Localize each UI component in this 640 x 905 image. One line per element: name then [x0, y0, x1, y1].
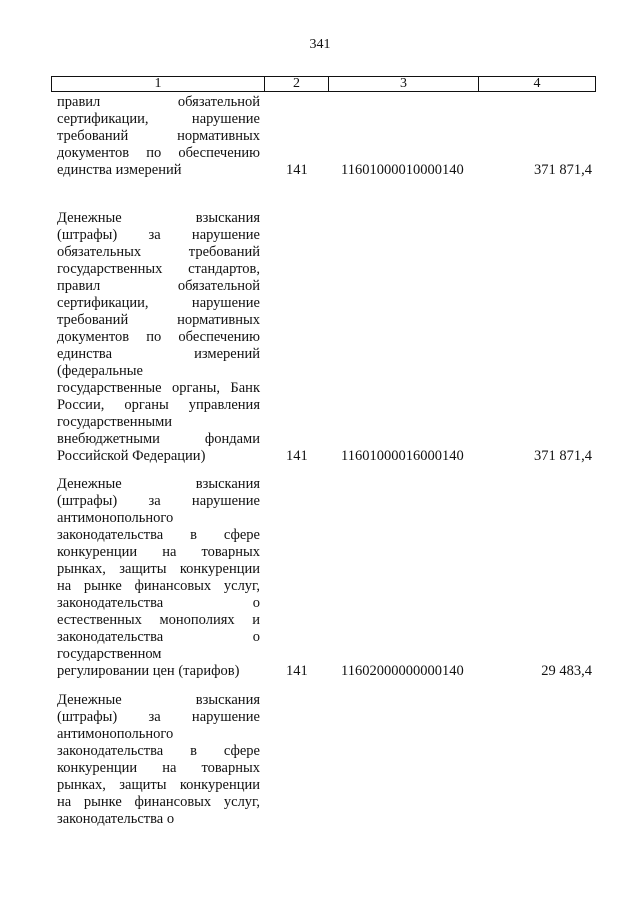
description-line: требований нормативных [57, 312, 260, 328]
description-line: конкуренции на товарных [57, 544, 260, 560]
row-kbk: 11601000016000140 [341, 448, 464, 464]
description-line: законодательства о [57, 811, 175, 827]
description-line: правил обязательной [57, 94, 260, 110]
description-line: естественных монополиях и [57, 612, 260, 628]
row-amount: 371 871,4 [534, 162, 592, 178]
row-amount: 371 871,4 [534, 448, 592, 464]
description-line: единства измерений [57, 162, 182, 178]
description-line: конкуренции на товарных [57, 760, 260, 776]
description-line: государственных стандартов, [57, 261, 260, 277]
header-col-1: 1 [52, 77, 265, 91]
row-kbk: 11602000000000140 [341, 663, 464, 679]
description-line: (федеральные [57, 363, 143, 379]
row-code: 141 [286, 162, 308, 178]
header-col-4: 4 [533, 76, 541, 91]
description-line: документов по обеспечению [57, 145, 260, 161]
row-kbk: 11601000010000140 [341, 162, 464, 178]
description-line: требований нормативных [57, 128, 260, 144]
row-code: 141 [286, 663, 308, 679]
description-line: России, органы управления [57, 397, 260, 413]
description-line: на рынке финансовых услуг, [57, 794, 260, 810]
description-line: рынках, защиты конкуренции [57, 777, 260, 793]
description-line: регулировании цен (тарифов) [57, 663, 240, 679]
description-line: Денежные взыскания [57, 476, 260, 492]
description-line: внебюджетными фондами [57, 431, 260, 447]
header-col-3: 3 [329, 77, 479, 91]
header-col-2: 2 [265, 77, 329, 91]
description-line: сертификации, нарушение [57, 295, 260, 311]
table-header-row [51, 76, 596, 92]
description-line: обязательных требований [57, 244, 260, 260]
description-line: законодательства о [57, 595, 260, 611]
row-amount: 29 483,4 [541, 663, 592, 679]
description-line: (штрафы) за нарушение [57, 227, 260, 243]
description-line: правил обязательной [57, 278, 260, 294]
row-description [57, 210, 260, 465]
description-line: (штрафы) за нарушение [57, 709, 260, 725]
description-line: государственными [57, 414, 173, 430]
row-description [57, 692, 260, 828]
description-line: (штрафы) за нарушение [57, 493, 260, 509]
description-line: антимонопольного [57, 510, 174, 526]
description-line: государственные органы, Банк [57, 380, 260, 396]
description-line: сертификации, нарушение [57, 111, 260, 127]
row-code: 141 [286, 448, 308, 464]
description-line: законодательства в сфере [57, 527, 260, 543]
description-line: государственном [57, 646, 162, 662]
description-line: документов по обеспечению [57, 329, 260, 345]
description-line: законодательства в сфере [57, 743, 260, 759]
description-line: законодательства о [57, 629, 260, 645]
description-line: рынках, защиты конкуренции [57, 561, 260, 577]
row-description [57, 476, 260, 680]
page-number: 341 [309, 37, 331, 52]
description-line: антимонопольного [57, 726, 174, 742]
description-line: единства измерений [57, 346, 260, 362]
row-description [57, 94, 260, 179]
description-line: Российской Федерации) [57, 448, 206, 464]
description-line: на рынке финансовых услуг, [57, 578, 260, 594]
description-line: Денежные взыскания [57, 210, 260, 226]
description-line: Денежные взыскания [57, 692, 260, 708]
